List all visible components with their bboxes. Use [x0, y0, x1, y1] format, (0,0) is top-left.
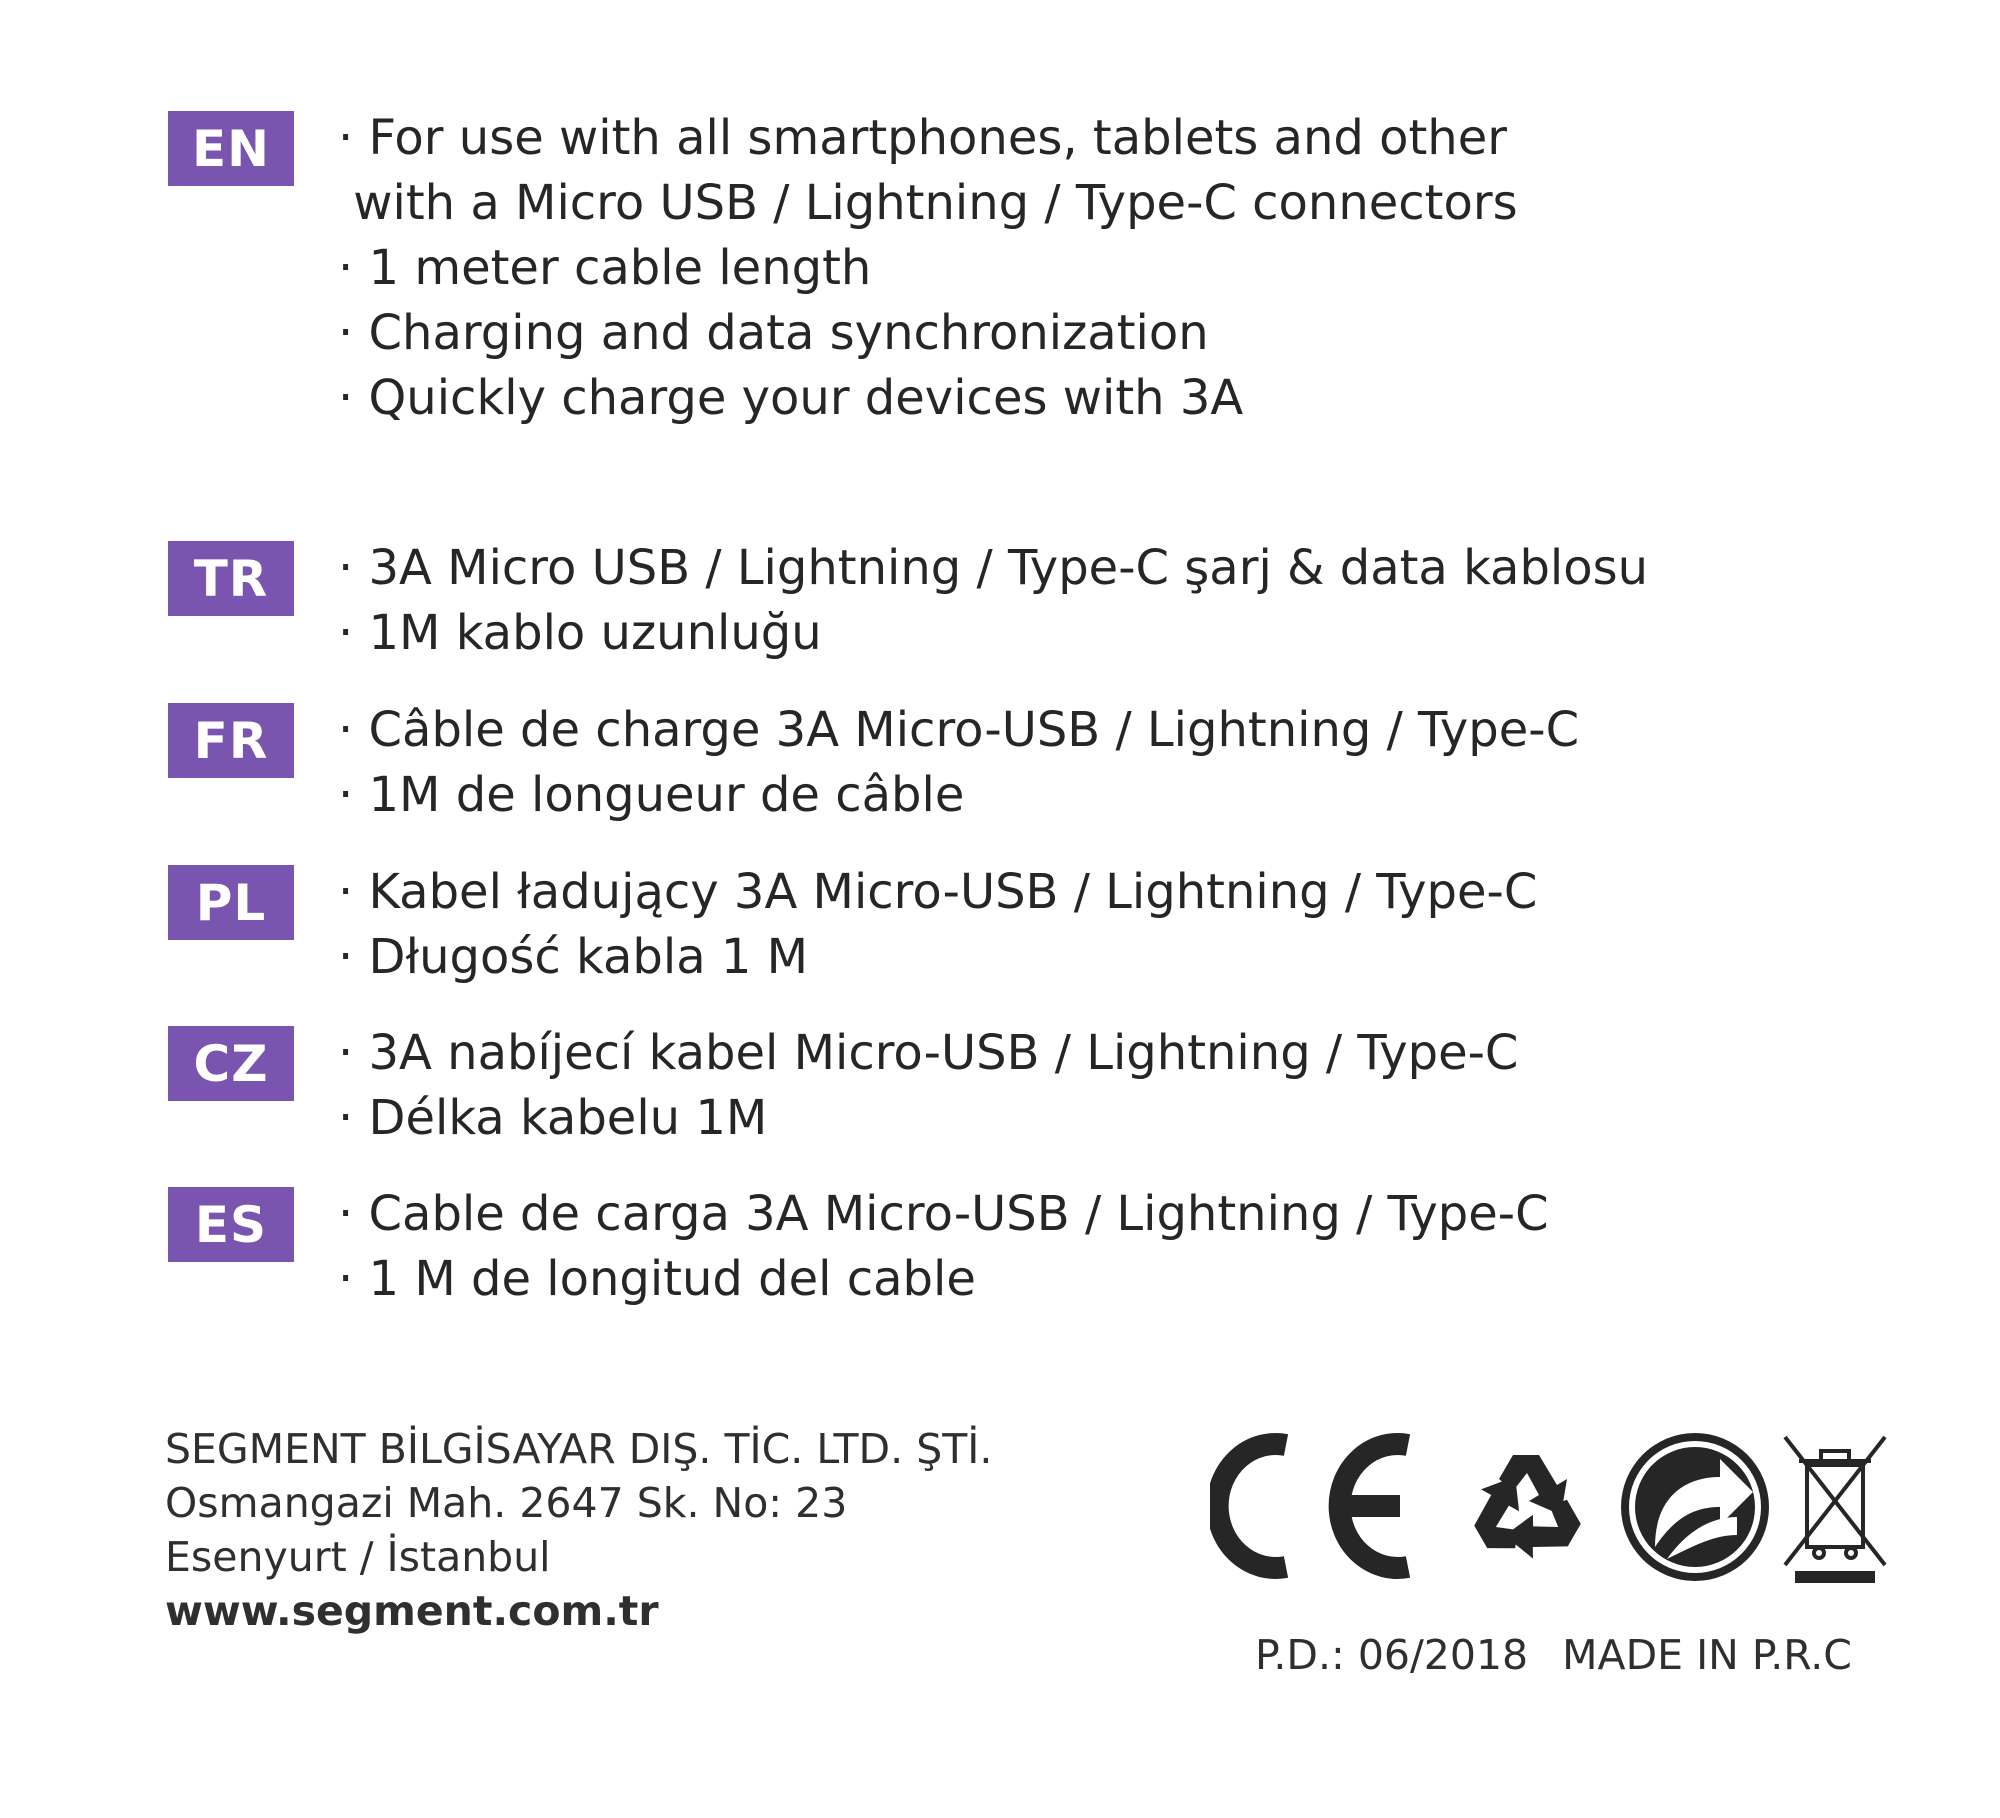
- production-info: [1255, 1628, 1852, 1682]
- production-date: P.D.: 06/2018: [1255, 1631, 1529, 1679]
- bullet-item: · Charging and data synchronization: [338, 305, 1209, 361]
- made-in-label: MADE IN P.R.C: [1562, 1631, 1852, 1679]
- lang-badge-tr: TR: [168, 541, 294, 616]
- bullet-item: · For use with all smartphones, tablets and other with a Micro USB / Lightning / Type-C connectors: [338, 110, 1518, 231]
- bullet-item: · Kabel ładujący 3A Micro-USB / Lightning / Type-C: [338, 864, 1538, 920]
- bullet-list-tr: [338, 536, 1648, 666]
- lang-badge-fr: FR: [168, 703, 294, 778]
- green-dot-icon: [1621, 1433, 1769, 1581]
- bullet-list-fr: [338, 698, 1579, 828]
- bullet-item: · Quickly charge your devices with 3A: [338, 370, 1244, 426]
- bullet-item: · 1M kablo uzunluğu: [338, 605, 822, 661]
- bullet-item: · Cable de carga 3A Micro-USB / Lightning / Type-C: [338, 1186, 1549, 1242]
- weee-bin-icon: [1785, 1437, 1885, 1583]
- bullet-list-pl: [338, 860, 1537, 990]
- bullet-item: · Câble de charge 3A Micro-USB / Lightning / Type-C: [338, 702, 1580, 758]
- company-website: www.segment.com.tr: [165, 1587, 659, 1635]
- recycle-icon: [1460, 1455, 1588, 1571]
- ce-mark-icon: [1218, 1444, 1408, 1568]
- bullet-item: · 3A nabíjecí kabel Micro-USB / Lightning / Type-C: [338, 1025, 1519, 1081]
- bullet-item: · 1 meter cable length: [338, 240, 872, 296]
- company-address-line1: Osmangazi Mah. 2647 Sk. No: 23: [165, 1479, 848, 1527]
- company-name: SEGMENT BİLGİSAYAR DIŞ. TİC. LTD. ŞTİ.: [165, 1425, 993, 1473]
- bullet-list-en: [338, 106, 1518, 431]
- bullet-item: · 1 M de longitud del cable: [338, 1251, 976, 1307]
- bullet-item: · Długość kabla 1 M: [338, 929, 809, 985]
- bullet-list-cz: [338, 1021, 1518, 1151]
- lang-badge-es: ES: [168, 1187, 294, 1262]
- lang-badge-pl: PL: [168, 865, 294, 940]
- company-address-line2: Esenyurt / İstanbul: [165, 1533, 551, 1581]
- bullet-list-es: [338, 1182, 1549, 1312]
- bullet-item: · 3A Micro USB / Lightning / Type-C şarj & data kablosu: [338, 540, 1649, 596]
- company-info: [165, 1422, 992, 1638]
- lang-badge-en: EN: [168, 111, 294, 186]
- lang-badge-cz: CZ: [168, 1026, 294, 1101]
- bullet-item: · Délka kabelu 1M: [338, 1090, 768, 1146]
- bullet-item: · 1M de longueur de câble: [338, 767, 965, 823]
- certification-icons: [1210, 1425, 1910, 1585]
